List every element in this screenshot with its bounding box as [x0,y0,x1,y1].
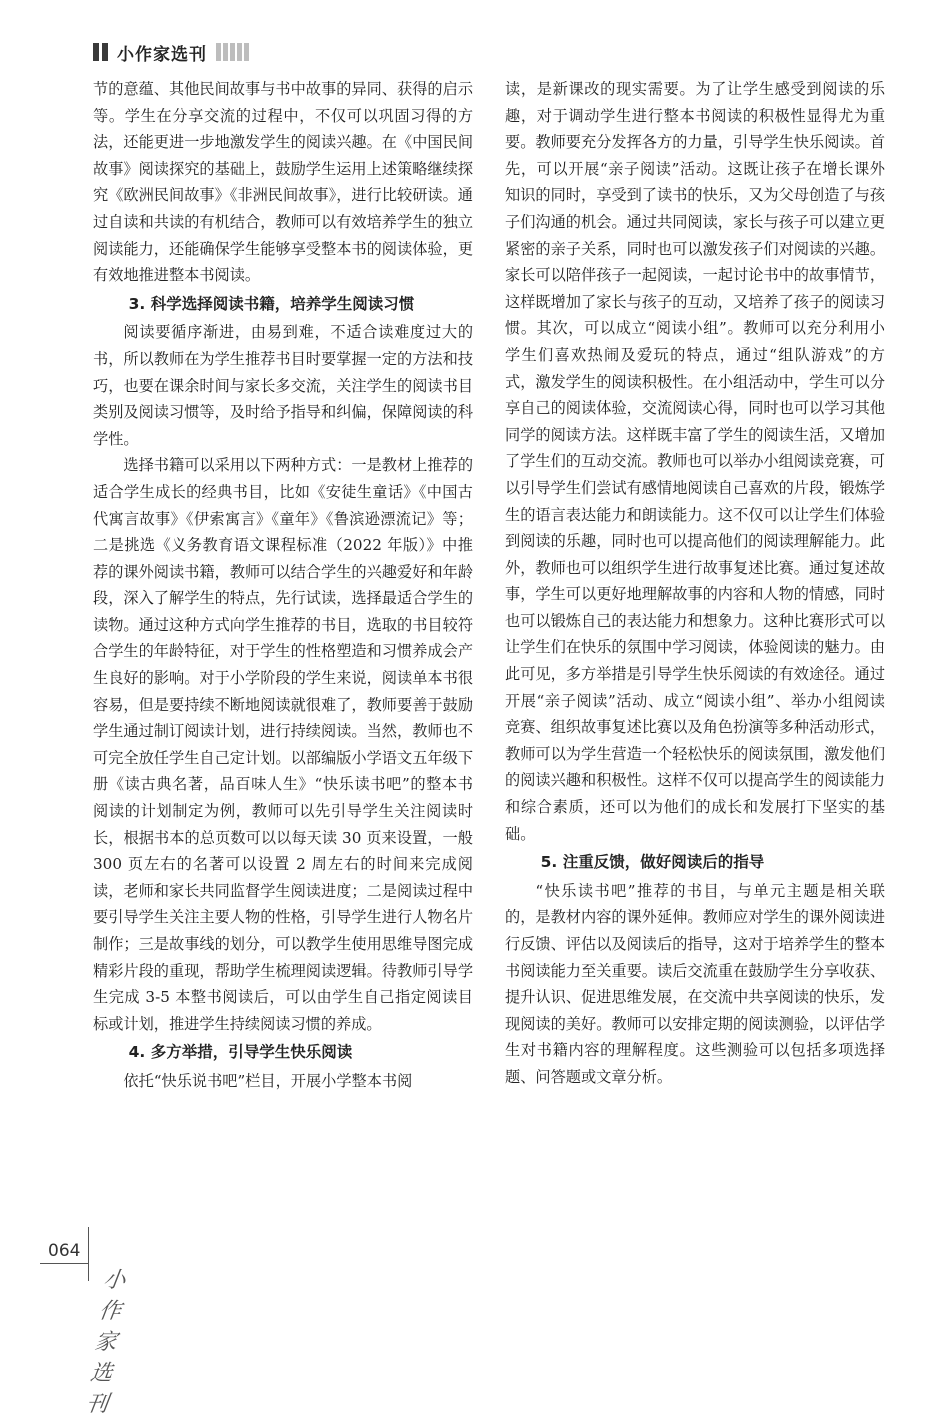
footer-rule-vertical [88,1227,89,1281]
paragraph: 阅读要循序渐进，由易到难，不适合读难度过大的书，所以教师在为学生推荐书目时要掌握一定的方法和技巧，也要在课余时间与家长多交流，关注学生的阅读书目类别及阅读习惯等，及时给予指导和纠偏，保障阅读的科学性。 [93,323,473,448]
header-bar-mark [237,43,242,61]
footer-rule [40,1263,88,1264]
section-heading-4: 4. 多方举措，引导学生快乐阅读 [128,1043,353,1062]
header-bar-mark [216,43,221,61]
header-bar-mark [244,43,249,61]
section-heading-5: 5. 注重反馈，做好阅读后的指导 [540,853,765,872]
journal-title: 小作家选刊 [117,44,207,65]
paragraph: 选择书籍可以采用以下两种方式：一是教材上推荐的适合学生成长的经典书目，比如《安徒生童话》《中国古代寓言故事》《伊索寓言》《童年》《鲁滨逊漂流记》等；二是挑选《义务教育语文课程标准（2022 年版）》中推荐的课外阅读书籍，教师可以结合学生的兴趣爱好和年龄段，深入了解学生的特点，先行试读，选择最适合学生的读物。通过这种方式向学生推荐的书目，选取的书目较符合学生的年龄特征，对于学生的性格塑造和习惯养成会产生良好的影响。对于小学阶段的学生来说，阅读单本书很容易，但是要持续不断地阅读就很难了，教师要善于鼓励学生通过制订阅读计划，进行持续阅读。当然，教师也不可完全放任学生自己定计划。以部编版小学语文五年级下册《读古典名著，品百味人生》“快乐读书吧”的整本书阅读的计划制定为例，教师可以先引导学生关注阅读时长，根据书本的总页数可以以每天读 30 页来设置，一般 300 页左右的名著可以设置 2 周左右的时间来完成阅读，老师和家长共同监督学生阅读进度；二是阅读过程中要引导学生关注主要人物的性格，引导学生进行人物名片制作；三是故事线的划分，可以教学生使用思维导图完成精彩片段的重现，帮助学生梳理阅读逻辑。待教师引导学生完成 3-5 本整书阅读后，可以由学生自己指定阅读目标或计划，推进学生持续阅读习惯的养成。 [93,456,473,1033]
paragraph: 依托“快乐说书吧”栏目，开展小学整本书阅 [123,1071,413,1090]
right-column [505,76,885,1091]
paragraph: “快乐读书吧”推荐的书目，与单元主题是相关联的，是教材内容的课外延伸。教师应对学生的课外阅读进行反馈、评估以及阅读后的指导，这对于培养学生的整本书阅读能力至关重要。读后交流重在鼓励学生分享收获、提升认识、促进思维发展，在交流中共享阅读的快乐，发现阅读的美好。教师可以安排定期的阅读测验，以评估学生对书籍内容的理解程度。这些测验可以包括多项选择题、问答题或文章分析。 [505,881,885,1086]
header-bar-mark [102,43,108,61]
section-heading-3: 3. 科学选择阅读书籍，培养学生阅读习惯 [128,294,415,313]
paragraph: 读，是新课改的现实需要。为了让学生感受到阅读的乐趣，对于调动学生进行整本书阅读的积极性显得尤为重要。教师要充分发挥各方的力量，引导学生快乐阅读。首先，可以开展“亲子阅读”活动。这既让孩子在增长课外知识的同时，享受到了读书的快乐，又为父母创造了与孩子们沟通的机会。通过共同阅读，家长与孩子可以建立更紧密的亲子关系，同时也可以激发孩子们对阅读的兴趣。家长可以陪伴孩子一起阅读，一起讨论书中的故事情节，这样既增加了家长与孩子的互动，又培养了孩子的阅读习惯。其次，可以成立“阅读小组”。教师可以充分利用小学生们喜欢热闹及爱玩的特点，通过“组队游戏”的方式，激发学生的阅读积极性。在小组活动中，学生可以分享自己的阅读体验，交流阅读心得，同时也可以学习其他同学的阅读方法。这样既丰富了学生的阅读生活，又增加了学生们的互动交流。教师也可以举办小组阅读竞赛，可以引导学生们尝试有感情地阅读自己喜欢的片段，锻炼学生的语言表达能力和朗读能力。这不仅可以让学生们体验到阅读的乐趣，同时也可以提高他们的阅读理解能力。此外，教师也可以组织学生进行故事复述比赛。通过复述故事，学生可以更好地理解故事的内容和人物的情感，同时也可以锻炼自己的表达能力和想象力。这种比赛形式可以让学生们在快乐的氛围中学习阅读，体验阅读的魅力。由此可见，多方举措是引导学生快乐阅读的有效途径。通过开展“亲子阅读”活动、成立“阅读小组”、举办小组阅读竞赛、组织故事复述比赛以及角色扮演等多种活动形式，教师可以为学生营造一个轻松快乐的阅读氛围，激发他们的阅读兴趣和积极性。这样不仅可以提高学生的阅读能力和综合素质，还可以为他们的成长和发展打下坚实的基础。 [505,80,885,843]
page-number: 064 [48,1241,81,1261]
header-bar-mark [230,43,235,61]
header-bar-mark [223,43,228,61]
journal-logo: 小作家选刊 [84,1268,130,1417]
left-column [93,76,473,1095]
paragraph: 节的意蕴、其他民间故事与书中故事的异同、获得的启示等。学生在分享交流的过程中，不仅可以巩固习得的方法，还能更进一步地激发学生的阅读兴趣。在《中国民间故事》阅读探究的基础上，鼓励学生运用上述策略继续探究《欧洲民间故事》《非洲民间故事》，进行比较研读。通过自读和共读的有机结合，教师可以有效培养学生的独立阅读能力，还能确保学生能够享受整本书的阅读体验，更有效地推进整本书阅读。 [93,80,473,285]
running-header [93,40,251,64]
header-bar-mark [93,43,99,61]
